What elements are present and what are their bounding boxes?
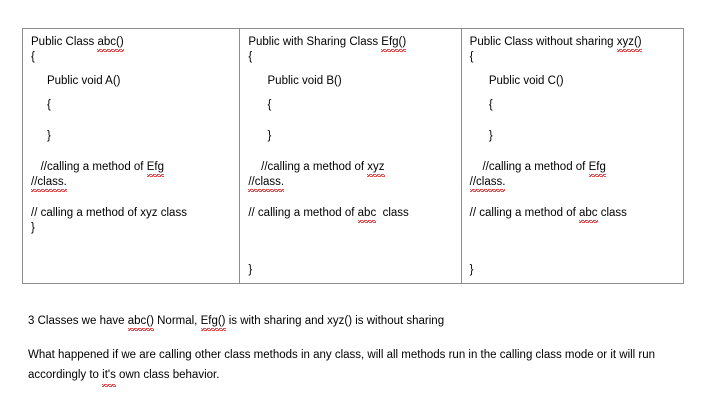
code-line: }: [469, 130, 493, 142]
table-cell-class-efg: [240, 29, 461, 283]
paragraph-classes-summary: 3 Classes we have abc() Normal, Efg() is with sharing and xyz() is without sharing: [28, 315, 445, 327]
code-line: }: [248, 130, 272, 142]
code-line: Public void B(): [248, 75, 342, 87]
code-comment: // calling a method of abc class: [248, 207, 409, 219]
code-line: {: [248, 99, 272, 111]
code-line: }: [31, 130, 51, 142]
code-line: {: [469, 99, 493, 111]
code-line: Public void C(): [469, 75, 564, 87]
table-cell-class-xyz: [462, 29, 683, 283]
code-line: Public with Sharing Class Efg(): [248, 36, 407, 48]
code-comment: // calling a method of xyz class: [31, 207, 187, 219]
code-line: Public Class abc(): [31, 36, 124, 48]
code-comment: //class.: [469, 176, 506, 188]
code-comment: //calling a method of Efg: [31, 161, 164, 173]
closing-brace: }: [469, 264, 474, 276]
paragraph-question: What happened if we are calling other class methods in any class, will all methods run in the calling class mode or it will run accordingly to it's own class behavior.: [28, 345, 678, 385]
code-line: Public Class without sharing xyz(): [469, 36, 642, 48]
code-comment: //class.: [31, 176, 67, 188]
code-comment: //class.: [248, 176, 285, 188]
code-comment: // calling a method of abc class: [469, 207, 627, 219]
code-comment: //calling a method of xyz: [248, 161, 385, 173]
table-cell-class-abc: [23, 29, 240, 283]
code-comment: //calling a method of Efg: [469, 161, 606, 173]
code-line: Public void A(): [31, 75, 121, 87]
explanation-paragraphs: [28, 314, 678, 401]
code-line: {: [31, 51, 35, 63]
code-line: {: [31, 99, 51, 111]
code-line: {: [248, 51, 253, 63]
code-line: }: [31, 222, 35, 234]
closing-brace: }: [248, 264, 253, 276]
code-comparison-table: [22, 28, 684, 284]
code-line: {: [469, 51, 474, 63]
